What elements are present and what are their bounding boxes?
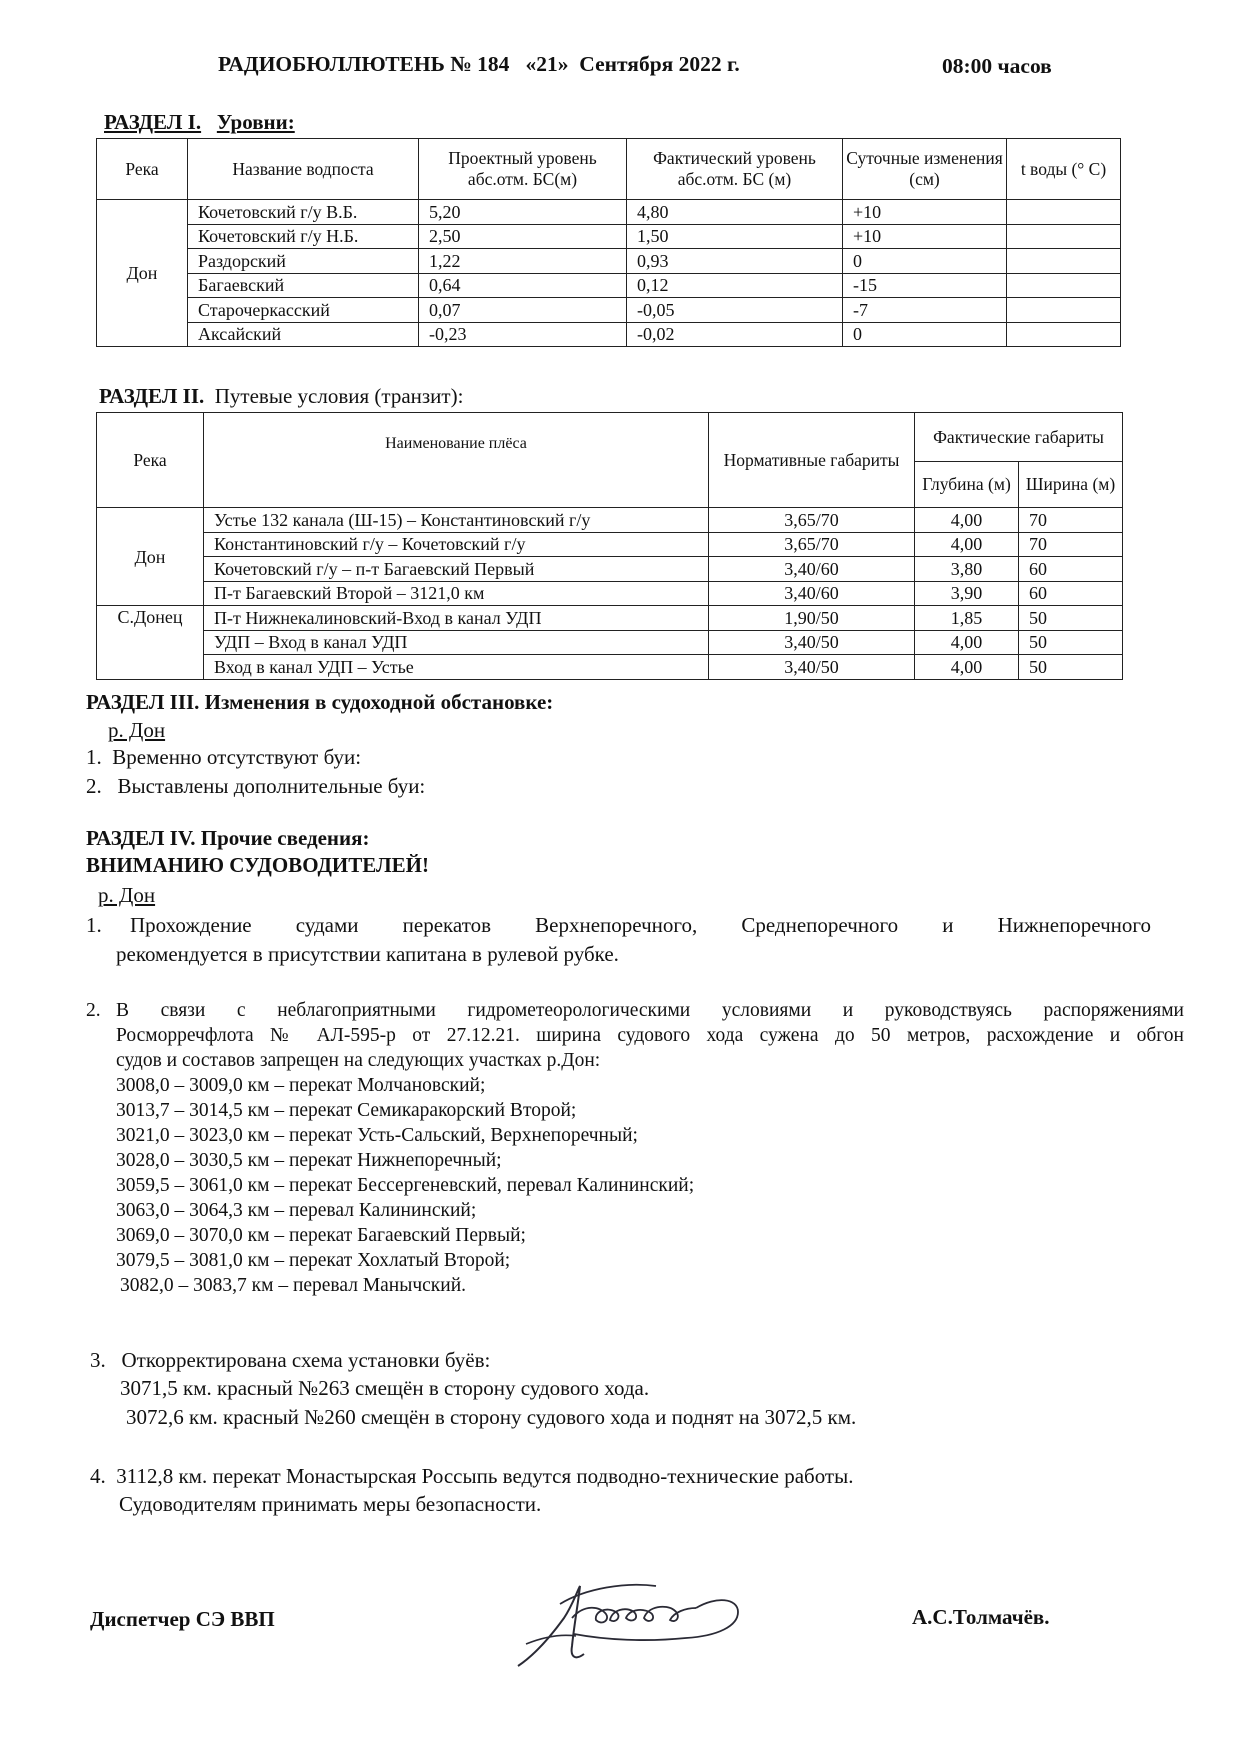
notice-1-line2: рекомендуется в присутствии капитана в рулевой рубке. xyxy=(116,942,619,966)
route-col-depth: Глубина (м) xyxy=(915,462,1019,508)
route-river-donets: С.Донец xyxy=(97,606,204,680)
section2-label: РАЗДЕЛ II. xyxy=(99,384,205,408)
route-header-row xyxy=(97,413,1123,462)
route-depth: 3,90 xyxy=(915,581,1019,606)
levels-actual: 0,93 xyxy=(627,249,843,274)
levels-actual: -0,05 xyxy=(627,298,843,323)
notice-1-line1: Прохождение судами перекатов Верхнепоречного, Среднепоречного и Нижнепоречного xyxy=(130,913,1151,937)
signatory-name: А.С.Толмачёв. xyxy=(912,1605,1050,1629)
route-normative: 3,40/60 xyxy=(709,581,915,606)
notice-4-line2: Судоводителям принимать меры безопасности. xyxy=(119,1492,542,1516)
notice-2-line1: В связи с неблагоприятными гидрометеорологическими условиями и руководствуясь распоряжениями xyxy=(116,1000,1184,1021)
levels-header-row xyxy=(97,139,1121,200)
segment-item: 3069,0 – 3070,0 км – перекат Багаевский Первый; xyxy=(116,1225,526,1246)
levels-river-cell: Дон xyxy=(97,200,188,347)
segment-item: 3082,0 – 3083,7 км – перевал Манычский. xyxy=(120,1275,467,1296)
route-col-river: Река xyxy=(97,413,204,508)
route-reach: Константиновский г/у – Кочетовский г/у xyxy=(204,532,709,557)
section3-title: РАЗДЕЛ III. Изменения в судоходной обстановке: xyxy=(86,690,554,714)
levels-post: Багаевский xyxy=(188,273,419,298)
levels-actual: 1,50 xyxy=(627,224,843,249)
levels-temp xyxy=(1007,249,1121,274)
levels-actual: 0,12 xyxy=(627,273,843,298)
levels-change: +10 xyxy=(843,200,1007,225)
bulletin-time: 08:00 часов xyxy=(942,54,1052,78)
levels-actual: 4,80 xyxy=(627,200,843,225)
handwritten-signature xyxy=(506,1574,756,1674)
levels-temp xyxy=(1007,224,1121,249)
table-row xyxy=(97,581,1123,606)
levels-change: 0 xyxy=(843,322,1007,347)
notice-4-line1: 4. 3112,8 км. перекат Монастырская Россыпь ведутся подводно-технические работы. xyxy=(90,1464,854,1488)
levels-post: Кочетовский г/у В.Б. xyxy=(188,200,419,225)
route-reach: УДП – Вход в канал УДП xyxy=(204,630,709,655)
segment-item: 3013,7 – 3014,5 км – перекат Семикаракорский Второй; xyxy=(116,1100,577,1121)
levels-post: Раздорский xyxy=(188,249,419,274)
levels-design: 2,50 xyxy=(419,224,627,249)
table-row xyxy=(97,298,1121,323)
levels-col-river: Река xyxy=(97,139,188,200)
route-width: 50 xyxy=(1019,655,1123,680)
route-reach: Устье 132 канала (Ш-15) – Константиновский г/у xyxy=(204,508,709,533)
route-width: 60 xyxy=(1019,581,1123,606)
levels-col-temp: t воды (° C) xyxy=(1007,139,1121,200)
route-reach: П-т Нижнекалиновский-Вход в канал УДП xyxy=(204,606,709,631)
section2-title: Путевые условия (транзит): xyxy=(214,384,464,408)
table-row xyxy=(97,273,1121,298)
route-reach: П-т Багаевский Второй – 3121,0 км xyxy=(204,581,709,606)
levels-post: Кочетовский г/у Н.Б. xyxy=(188,224,419,249)
segment-item: 3008,0 – 3009,0 км – перекат Молчановский; xyxy=(116,1075,486,1096)
notice-3-line1: 3. Откорректирована схема установки буёв: xyxy=(90,1348,491,1372)
section3-item-1: 1. Временно отсутствуют буи: xyxy=(86,745,362,769)
section4-river: р. Дон xyxy=(98,883,156,907)
route-depth: 4,00 xyxy=(915,630,1019,655)
route-col-normative: Нормативные габариты xyxy=(709,413,915,508)
route-depth: 1,85 xyxy=(915,606,1019,631)
table-row xyxy=(97,655,1123,680)
route-normative: 3,40/50 xyxy=(709,630,915,655)
section4-title: РАЗДЕЛ IV. Прочие сведения: xyxy=(86,826,370,850)
table-row xyxy=(97,630,1123,655)
levels-post: Аксайский xyxy=(188,322,419,347)
route-width: 60 xyxy=(1019,557,1123,582)
route-width: 70 xyxy=(1019,508,1123,533)
levels-col-actual: Фактический уровень абс.отм. БС (м) xyxy=(627,139,843,200)
route-col-actual-group: Фактические габариты xyxy=(915,413,1123,462)
bulletin-header xyxy=(0,52,1240,82)
levels-change: -15 xyxy=(843,273,1007,298)
levels-temp xyxy=(1007,322,1121,347)
table-row xyxy=(97,200,1121,225)
levels-temp xyxy=(1007,200,1121,225)
section1-label: РАЗДЕЛ I. xyxy=(104,110,202,134)
levels-col-post: Название водпоста xyxy=(188,139,419,200)
route-width: 50 xyxy=(1019,630,1123,655)
route-reach: Вход в канал УДП – Устье xyxy=(204,655,709,680)
notice-2-line2: Росморречфлота № АЛ-595-р от 27.12.21. ширина судового хода сужена до 50 метров, расхождение и обгон xyxy=(116,1025,1184,1046)
levels-design: 5,20 xyxy=(419,200,627,225)
table-row xyxy=(97,249,1121,274)
levels-change: 0 xyxy=(843,249,1007,274)
levels-post: Старочеркасский xyxy=(188,298,419,323)
table-row xyxy=(97,224,1121,249)
levels-table xyxy=(96,138,1121,347)
levels-col-design: Проектный уровень абс.отм. БС(м) xyxy=(419,139,627,200)
levels-change: +10 xyxy=(843,224,1007,249)
section1-heading xyxy=(104,110,295,135)
route-width: 50 xyxy=(1019,606,1123,631)
notice-2-number: 2. xyxy=(86,1000,101,1021)
levels-temp xyxy=(1007,273,1121,298)
segment-item: 3079,5 – 3081,0 км – перекат Хохлатый Второй; xyxy=(116,1250,511,1271)
notice-3-line2: 3071,5 км. красный №263 смещён в сторону судового хода. xyxy=(120,1376,650,1400)
section3-item-2: 2. Выставлены дополнительные буи: xyxy=(86,774,426,798)
bulletin-title: РАДИОБЮЛЛЮТЕНЬ № 184 «21» Сентября 2022 г. xyxy=(218,52,740,76)
levels-actual: -0,02 xyxy=(627,322,843,347)
table-row xyxy=(97,508,1123,533)
section4-attention: ВНИМАНИЮ СУДОВОДИТЕЛЕЙ! xyxy=(86,853,429,877)
levels-design: 0,64 xyxy=(419,273,627,298)
route-normative: 3,65/70 xyxy=(709,508,915,533)
section1-title: Уровни: xyxy=(216,110,295,134)
route-table xyxy=(96,412,1123,680)
route-col-width: Ширина (м) xyxy=(1019,462,1123,508)
notice-3-line3: 3072,6 км. красный №260 смещён в сторону судового хода и поднят на 3072,5 км. xyxy=(126,1405,857,1429)
table-row xyxy=(97,532,1123,557)
route-depth: 4,00 xyxy=(915,655,1019,680)
notice-1-number: 1. xyxy=(86,913,102,937)
route-normative: 1,90/50 xyxy=(709,606,915,631)
notice-2-line3: судов и составов запрещен на следующих участках р.Дон: xyxy=(116,1050,601,1071)
route-width: 70 xyxy=(1019,532,1123,557)
route-normative: 3,65/70 xyxy=(709,532,915,557)
section3-river: р. Дон xyxy=(108,718,166,742)
route-river-don: Дон xyxy=(97,508,204,606)
route-reach: Кочетовский г/у – п-т Багаевский Первый xyxy=(204,557,709,582)
route-col-reach: Наименование плёса xyxy=(204,413,709,508)
route-depth: 4,00 xyxy=(915,508,1019,533)
table-row xyxy=(97,557,1123,582)
segment-item: 3028,0 – 3030,5 км – перекат Нижнепоречный; xyxy=(116,1150,502,1171)
segment-item: 3059,5 – 3061,0 км – перекат Бессергеневский, перевал Калининский; xyxy=(116,1175,695,1196)
segment-item: 3021,0 – 3023,0 км – перекат Усть-Сальский, Верхнепоречный; xyxy=(116,1125,638,1146)
route-normative: 3,40/50 xyxy=(709,655,915,680)
dispatcher-label: Диспетчер СЭ ВВП xyxy=(90,1607,275,1631)
levels-design: -0,23 xyxy=(419,322,627,347)
levels-design: 0,07 xyxy=(419,298,627,323)
table-row xyxy=(97,322,1121,347)
levels-change: -7 xyxy=(843,298,1007,323)
segment-item: 3063,0 – 3064,3 км – перевал Калининский; xyxy=(116,1200,477,1221)
route-depth: 4,00 xyxy=(915,532,1019,557)
route-normative: 3,40/60 xyxy=(709,557,915,582)
levels-design: 1,22 xyxy=(419,249,627,274)
table-row xyxy=(97,606,1123,631)
route-depth: 3,80 xyxy=(915,557,1019,582)
levels-col-change: Суточные изменения (см) xyxy=(843,139,1007,200)
levels-temp xyxy=(1007,298,1121,323)
section2-heading xyxy=(99,384,463,409)
